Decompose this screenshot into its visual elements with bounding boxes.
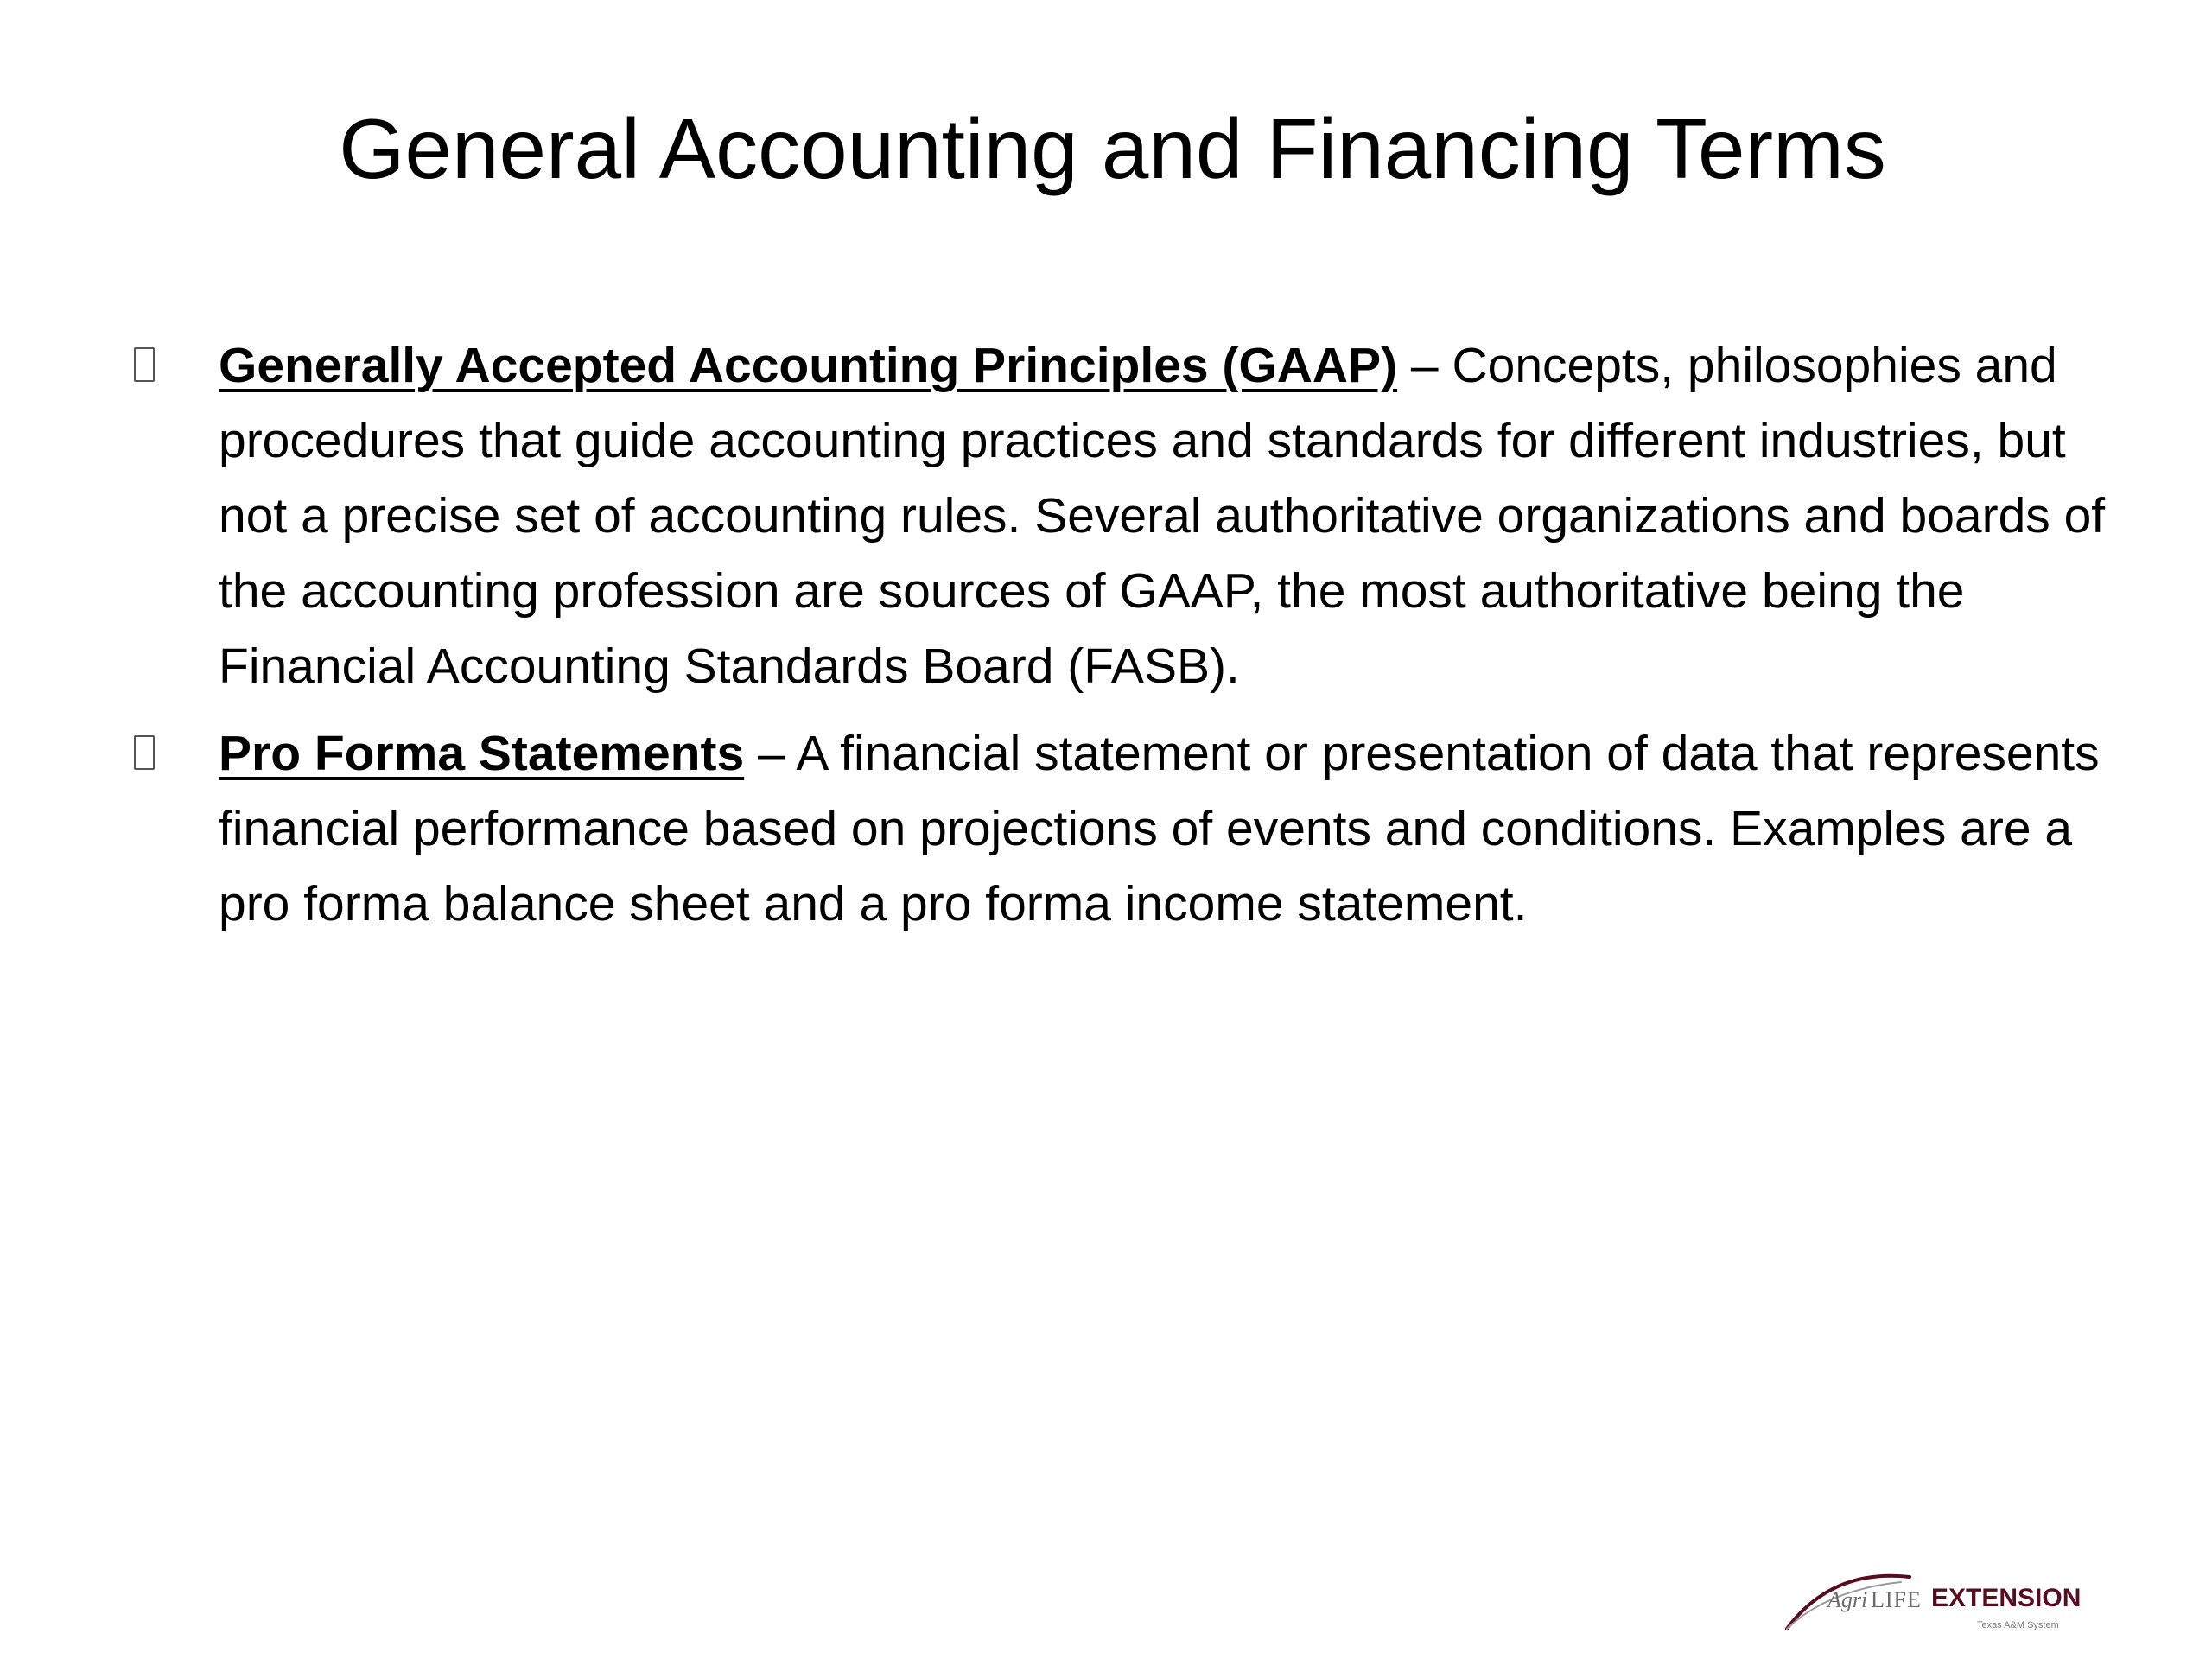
bullet-box-icon <box>134 735 155 770</box>
term-pro-forma: Pro Forma Statements <box>219 726 745 781</box>
logo-life: LIFE <box>1871 1587 1922 1612</box>
definition-pro-forma: – A financial statement or presentation of data that represents financial performance based on projections of events and conditions. Examples are a pro forma balance sheet and a pro forma income statement. <box>219 726 2100 931</box>
definition-gaap: – Concepts, philosophies and procedures that guide accounting practices and standards for different industries, but not a precise set of accounting rules. Several authoritative organizations and boards of the accounting profession are sources of GAAP, the most authoritative being the Financial Accounting Standards Board (FASB). <box>219 338 2106 694</box>
agrilife-extension-logo <box>1780 1551 2082 1637</box>
term-item-gaap <box>125 328 2113 704</box>
bullet-box-icon <box>134 347 155 382</box>
term-item-pro-forma <box>125 716 2113 942</box>
slide-body <box>125 328 2113 954</box>
term-gaap: Generally Accepted Accounting Principles (GAAP) <box>219 338 1398 393</box>
logo-subtitle: Texas A&M System <box>1977 1620 2059 1630</box>
logo-extension: EXTENSION <box>1931 1584 2082 1612</box>
slide-title: General Accounting and Financing Terms <box>339 101 1886 196</box>
logo-agri: Agri <box>1827 1587 1868 1612</box>
